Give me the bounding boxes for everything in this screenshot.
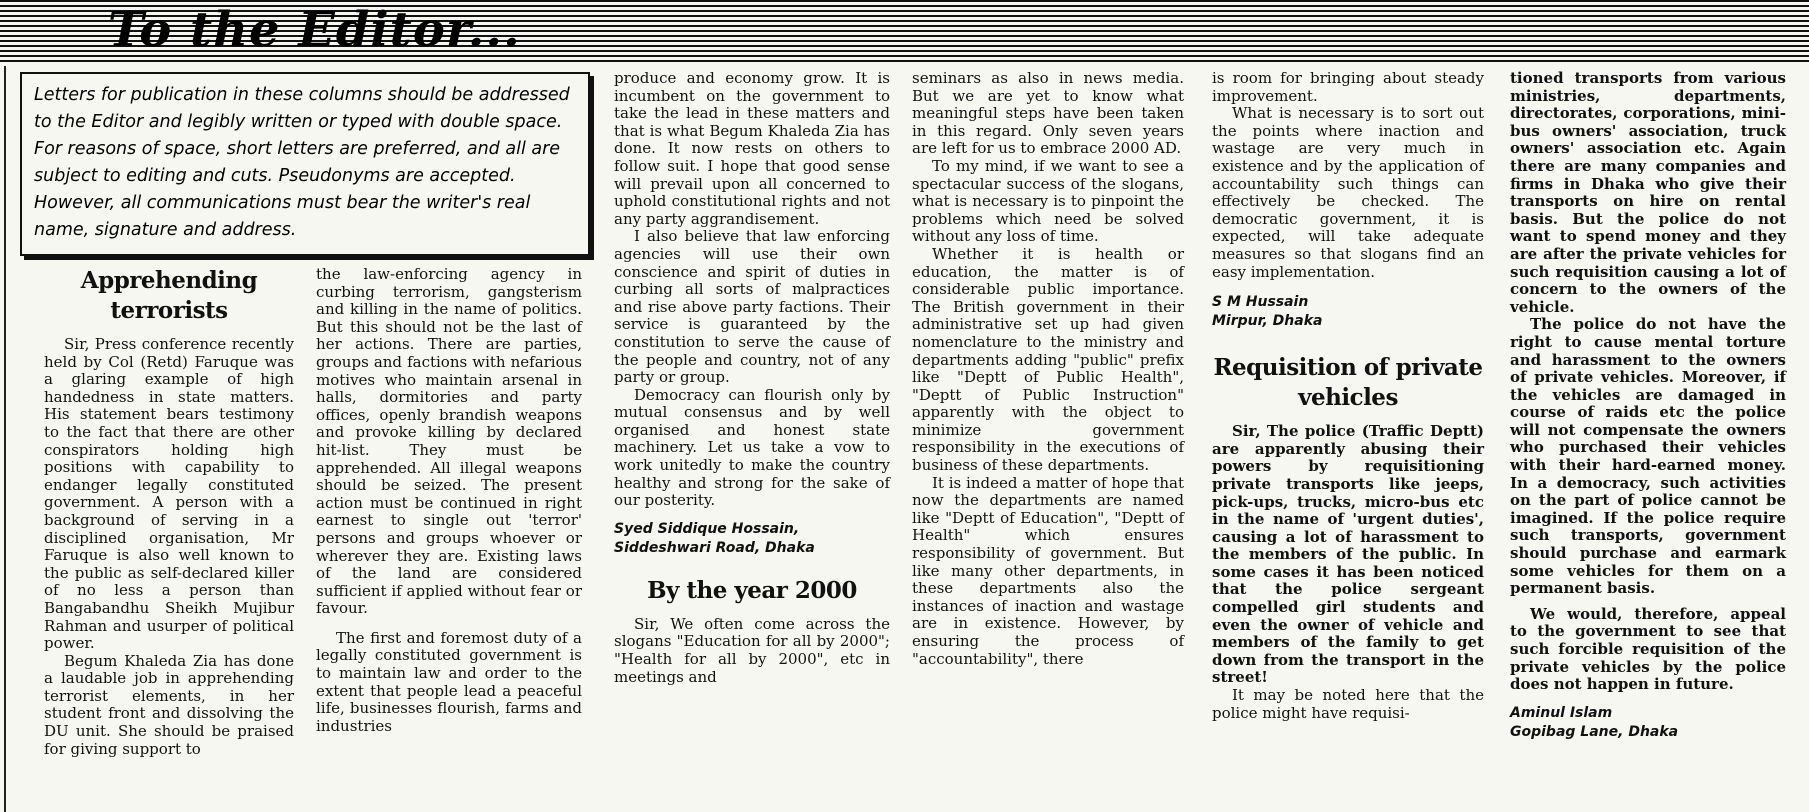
headline-requisition-of-private-vehicles: Requisition of private vehicles bbox=[1213, 354, 1483, 412]
letter2-paragraph: is room for bringing about steady improvement. bbox=[1212, 69, 1484, 105]
editor-notice-text: Letters for publication in these columns should be addressed to the Editor and legibly written or typed with double space. For reasons of space, short letters are preferred, and all are subject to editing and cuts. Pseudonyms are accepted. However, all communications must bear the writer's real name, signature and address. bbox=[34, 85, 570, 240]
letter2-paragraph: It is indeed a matter of hope that now the departments are named like "Deptt of Education", "Deptt of Health" which ensures responsibility of government. But like many other departments, in these departments also the instances of inaction and wastage are in existence. However, by ensuring the process of "accountability", there bbox=[912, 473, 1184, 668]
column-2 bbox=[316, 266, 582, 735]
letter1-paragraph: Democracy can flourish only by mutual consensus and by well organised and honest state machinery. Let us take a vow to work unitedly to make the country healthy and strong for the sake of our posterity. bbox=[614, 385, 890, 510]
letter1-signature bbox=[614, 520, 890, 558]
letter2-address: Mirpur, Dhaka bbox=[1212, 313, 1323, 330]
masthead-banner bbox=[0, 0, 1809, 62]
letter1-paragraph: I also believe that law enforcing agencies will use their own conscience and spirit of duties in curbing all sorts of malpractices and rise above party factions. Their service is guaranteed by the constitution to serve the cause of the people and country, not of any party or group. bbox=[614, 227, 890, 387]
left-rule bbox=[4, 66, 6, 812]
letter3-address: Gopibag Lane, Dhaka bbox=[1510, 723, 1679, 740]
letter2-paragraph: Sir, We often come across the slogans "Education for all by 2000"; "Health for all by 2000", etc in meetings and bbox=[614, 614, 890, 686]
letter1-address: Siddeshwari Road, Dhaka bbox=[614, 539, 815, 556]
letter2-paragraph: To my mind, if we want to see a spectacular success of the slogans, what is necessary is to pinpoint the problems which need be solved without any loss of time. bbox=[912, 156, 1184, 246]
letter2-author: S M Hussain bbox=[1212, 294, 1309, 311]
column-4 bbox=[912, 70, 1184, 668]
letter2-paragraph: seminars as also in news media. But we are yet to know what meaningful steps have been taken in this regard. Only seven years are left for us to embrace 2000 AD. bbox=[912, 69, 1184, 158]
letter2-signature bbox=[1212, 293, 1484, 331]
section-title: To the Editor... bbox=[100, 0, 529, 62]
letter3-paragraph: Sir, The police (Traffic Deptt) are apparently abusing their powers by requisitioning private transports like jeeps, pick-ups, trucks, micro-bus etc in the name of 'urgent duties', causing a lot of harassment to the members of the public. In some cases it has been noticed that the police sergeant compelled girl students and even the owner of vehicle and members of the family to get down from the transport in the street! bbox=[1212, 422, 1484, 687]
column-3 bbox=[614, 70, 890, 686]
letter3-paragraph: It may be noted here that the police might have requisi- bbox=[1212, 686, 1484, 722]
column-5 bbox=[1212, 70, 1484, 722]
letter3-author: Aminul Islam bbox=[1510, 704, 1613, 721]
letter1-paragraph: Begum Khaleda Zia has done a laudable job in apprehending terrorist elements, in her student front and dissolving the DU unit. She should be praised for giving support to bbox=[44, 651, 294, 758]
letter3-paragraph: tioned transports from various ministries, departments, directorates, corporations, mini-bus owners' association, truck owners' association etc. Again there are many companies and firms in Dhaka who give their transports on hire on rental basis. But the police do not want to spend money and they are after the private vehicles for such requisition causing a lot of concern to the owners of the vehicle. bbox=[1510, 69, 1786, 316]
column-6 bbox=[1510, 70, 1786, 742]
letter3-signature bbox=[1510, 704, 1786, 742]
editor-notice-box bbox=[20, 72, 590, 256]
letter2-paragraph: What is necessary is to sort out the points where inaction and wastage are very much in existence and by the application of accountability such things can effectively be checked. The democratic government, it is expected, will take adequate measures so that slogans find an easy implementation. bbox=[1212, 104, 1484, 281]
column-1 bbox=[44, 266, 294, 758]
letter1-paragraph: The first and foremost duty of a legally constituted government is to maintain law and order to the extent that people lead a peaceful life, businesses flourish, farms and industries bbox=[316, 628, 582, 735]
headline-by-the-year-2000: By the year 2000 bbox=[647, 576, 857, 604]
letter3-paragraph: We would, therefore, appeal to the government to see that such forcible requisition of the private vehicles by the police does not happen in future. bbox=[1510, 604, 1786, 694]
letter1-author: Syed Siddique Hossain, bbox=[614, 520, 800, 537]
letter1-paragraph: produce and economy grow. It is incumbent on the government to take the lead in these matters and that is what Begum Khaleda Zia has done. It now rests on others to follow suit. I hope that good sense will prevail upon all concerned to uphold constitutional rights and not any party aggrandisement. bbox=[614, 69, 890, 228]
letter1-paragraph: the law-enforcing agency in curbing terrorism, gangsterism and killing in the name of politics. But this should not be the last of her actions. There are parties, groups and factions with nefarious motives who maintain arsenal in halls, dormitories and party offices, openly brandish weapons and provoke killing by declared hit-list. They must be apprehended. All illegal weapons should be seized. The present action must be continued in right earnest to single out 'terror' persons and groups whoever or wherever they are. Existing laws of the land are considered sufficient if applied without fear or favour. bbox=[316, 265, 582, 618]
headline-apprehending-terrorists: Apprehending terrorists bbox=[80, 267, 258, 324]
letter1-paragraph: Sir, Press conference recently held by Col (Retd) Faruque was a glaring example of high handedness in state matters. His statement bears testimony to the fact that there are other conspirators holding high positions with capability to endanger legally constituted government. A person with a background of serving in a disciplined organisation, Mr Faruque is also well known to the public as self-declared killer of no less a person than Bangabandhu Sheikh Mujibur Rahman and usurper of political power. bbox=[44, 335, 294, 653]
letter2-paragraph: Whether it is health or education, the matter is of considerable public importance. The British government in their administrative set up had given nomenclature to the ministry and departments adding "public" prefix like "Deptt of Public Health", "Deptt of Public Instruction" apparently with the object to minimize government responsibility in the executions of business of these departments. bbox=[912, 244, 1184, 475]
letter3-paragraph: The police do not have the right to cause mental torture and harassment to the owners of private vehicles. Moreover, if the vehicles are damaged in course of raids etc the police will not compensate the owners who purchased their vehicles with their hard-earned money. In a democracy, such activities on the part of police cannot be imagined. If the police require such transports, government should purchase and earmark some vehicles for them on a permanent basis. bbox=[1510, 315, 1786, 598]
